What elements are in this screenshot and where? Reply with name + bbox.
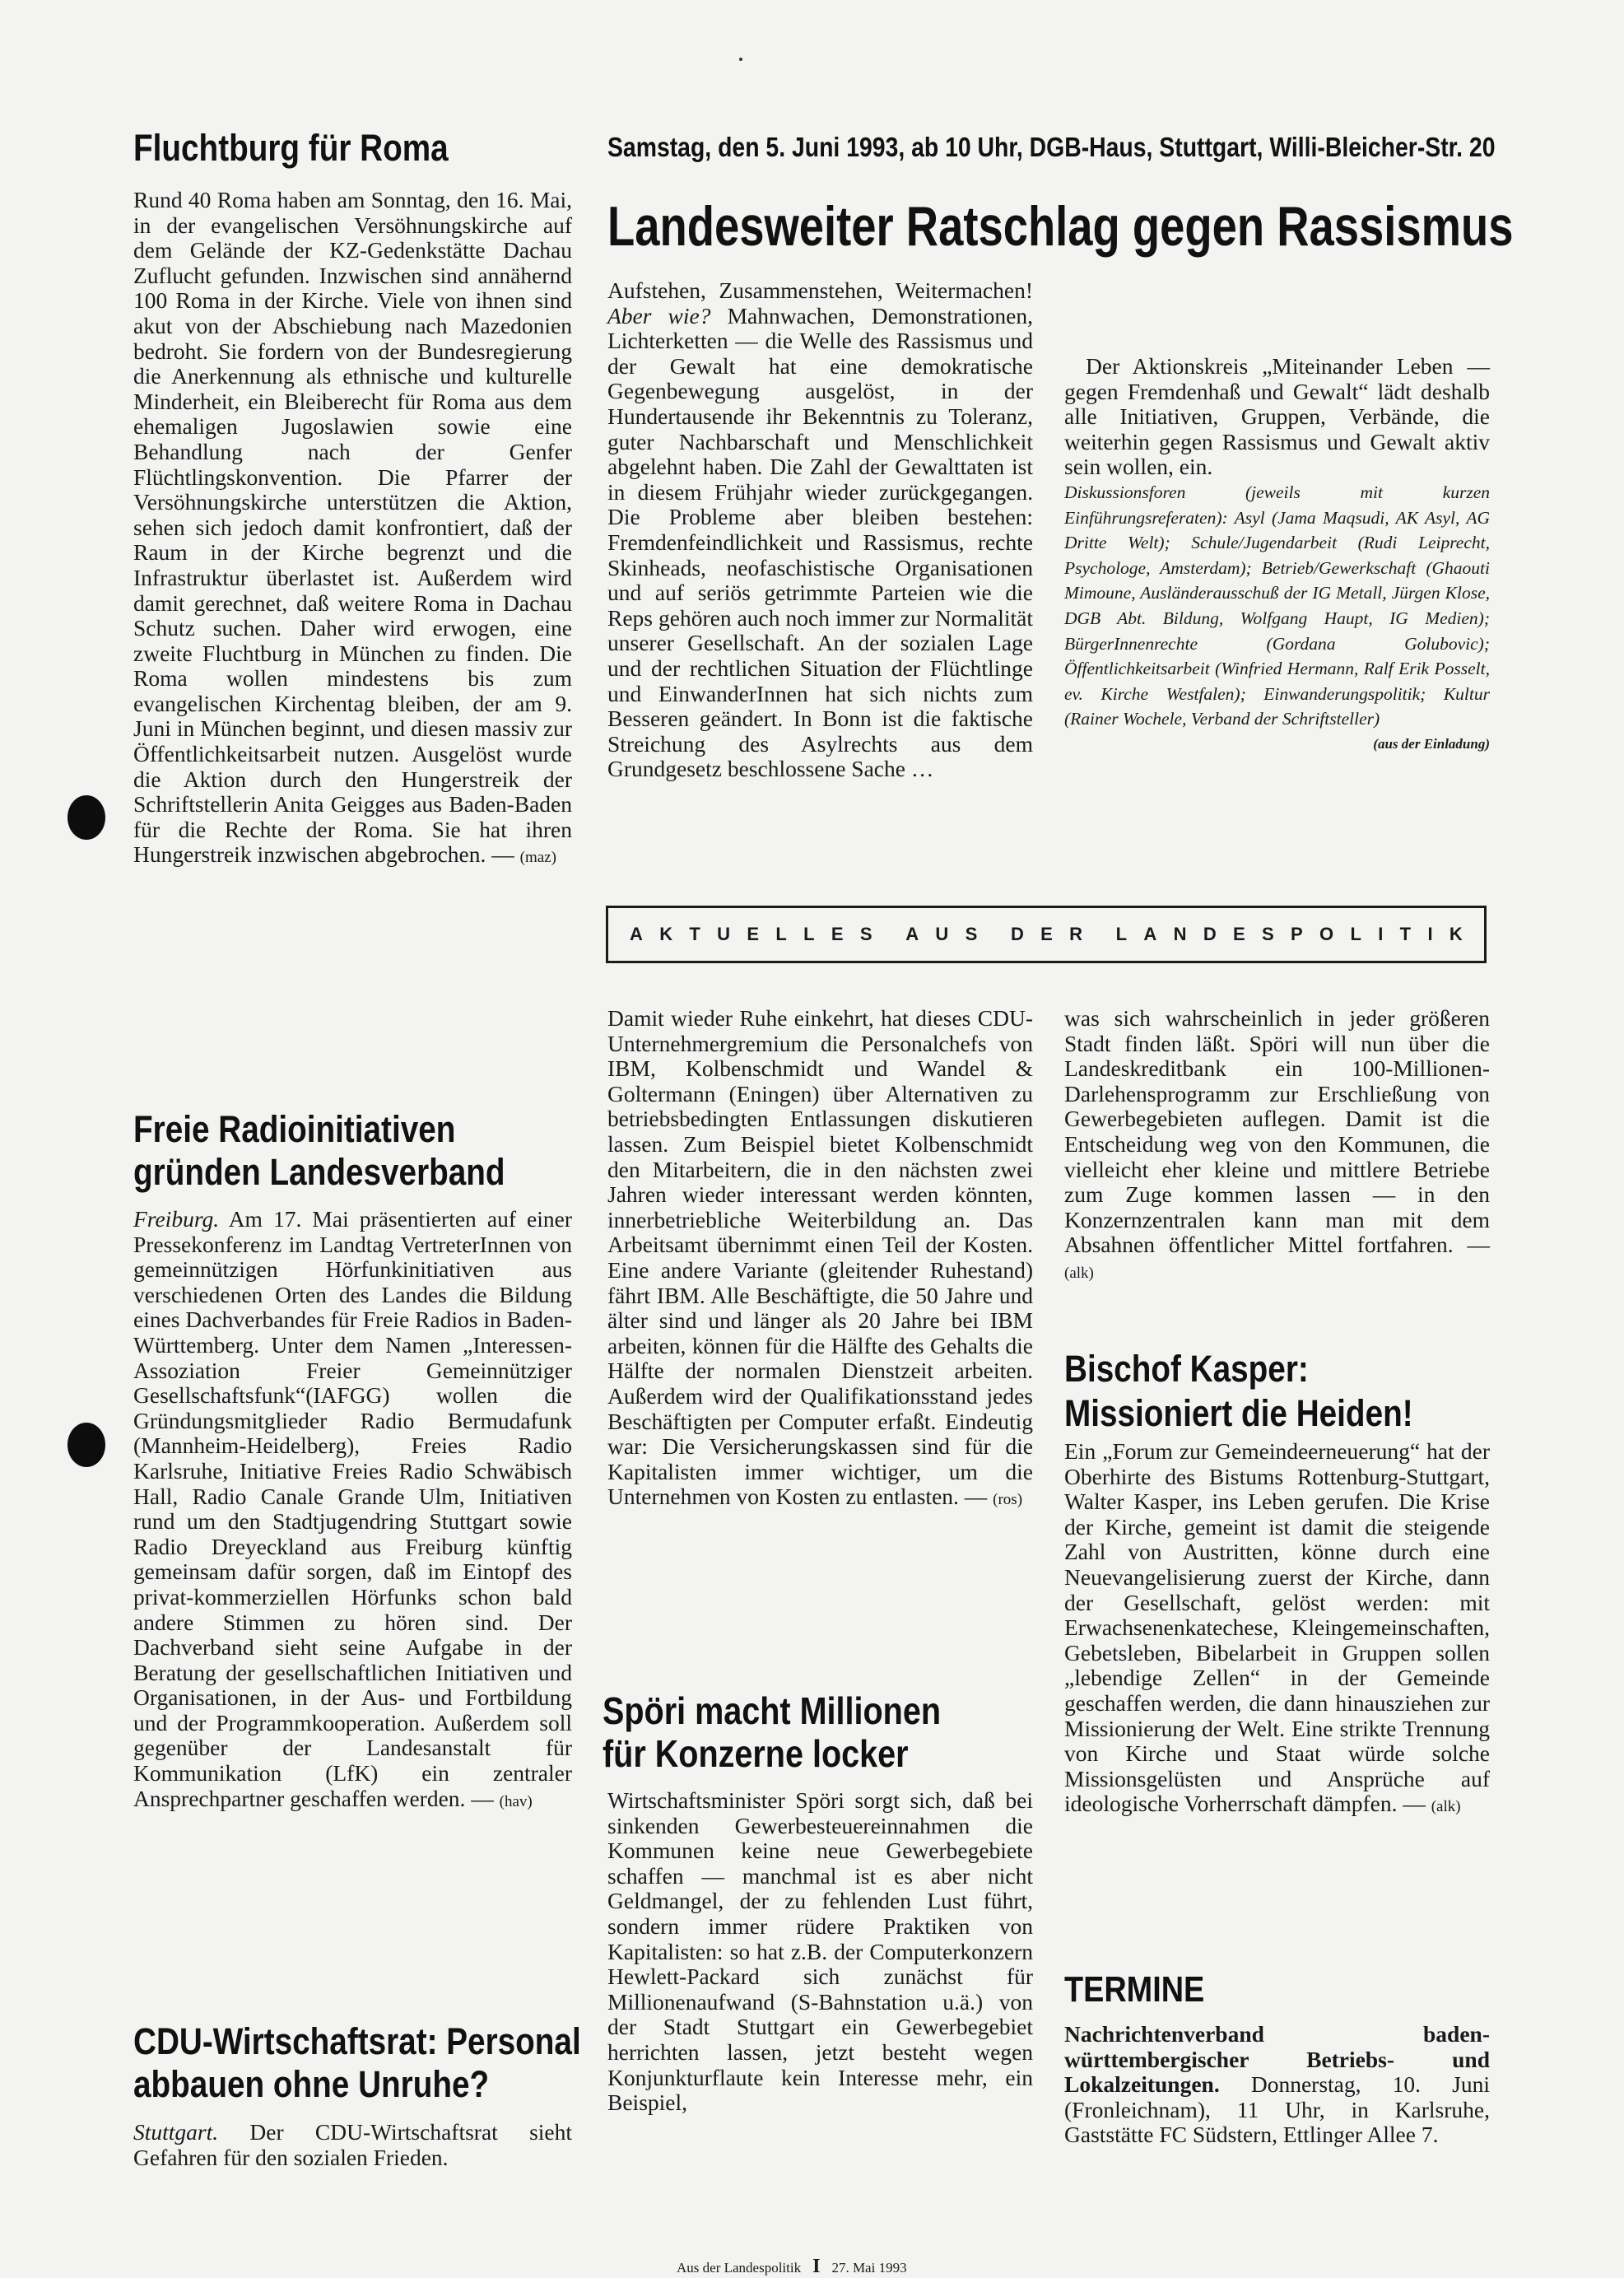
kasper-headline-line1: Bischof Kasper: xyxy=(1064,1348,1309,1390)
banner-letter: K xyxy=(659,924,673,944)
banner-letter: E xyxy=(747,924,760,944)
banner-letter: P xyxy=(1291,924,1303,944)
radio-headline xyxy=(133,1108,565,1194)
kasper-signature: (alk) xyxy=(1431,1798,1461,1816)
banner-letter: U xyxy=(717,924,731,944)
roma-body xyxy=(133,188,572,871)
banner-letter: I xyxy=(1427,924,1433,944)
footer-section: Aus der Landespolitik xyxy=(677,2260,802,2276)
roma-text: Rund 40 Roma haben am Sonntag, den 16. Mai, in der evangelischen Versöhnungskirche auf dem Gelände der KZ-Gedenkstätte Dachau Zuflucht gefunden. Inzwischen sind annähernd 100 Roma in der Kirche. Viele von ihnen sind akut von der Abschiebung nach Mazedonien bedroht. Sie fordern von der Bundesregierung die Anerkennung als ethnische und kulturelle Minderheit, ein Bleiberecht für Roma aus dem ehemaligen Jugoslawien sowie eine Behandlung nach der Genfer Flüchtlingskonvention. Die Pfarrer der Versöhnungskirche unterstützen die Aktion, sehen sich jedoch damit konfrontiert, daß der Raum in der Kirche begrenzt und die Infrastruktur überlastet ist. Außerdem wird damit gerechnet, daß weitere Roma in Dachau Schutz suchen. Daher wird erwogen, eine zweite Fluchtburg in München zu finden. Die Roma wollen mindestens bis zum evangelischen Kirchentag bleiben, der am 9. Juni in München beginnt, und diesen massiv zur Öffentlichkeitsarbeit nutzen. Ausgelöst wurde die Aktion durch den Hungerstreik der Schriftstellerin Anita Geigges aus Baden-Baden für die Rechte der Roma. Sie hat ihren Hungerstreik inzwischen abgebrochen. — xyxy=(133,187,572,868)
banner-letter: D xyxy=(1010,924,1024,944)
spoeri-headline-line2: für Konzerne locker xyxy=(603,1732,909,1775)
termine-headline: TERMINE xyxy=(1064,1969,1205,2010)
ratschlag-headline: Landesweiter Ratschlag gegen Rassismus xyxy=(607,195,1514,258)
ratschlag-body-col2 xyxy=(1064,354,1490,757)
termine-headline-wrap xyxy=(1064,1969,1227,2010)
banner-letter: L xyxy=(775,924,787,944)
ratschlag-text: Mahnwachen, Demonstrationen, Lichterketten — die Welle des Rassismus und der Gewalt hat eine demokratische Gegenbewegung ausgelöst, in der Hundertausende ihr Bekenntnis zu Toleranz, guter Nachbarschaft und Menschlichkeit abgelehnt haben. Die Zahl der Gewalttaten ist in diesem Frühjahr wieder zurückgegangen. Die Probleme aber bleiben bestehen: Fremdenfeindlichkeit und Rassismus, rechte Skinheads, neofaschistische Organisationen und auf seriös getrimmte Parteien wie die Reps gehören auch noch immer zur Normalität unserer Gesellschaft. An der sozialen Lage und der rechtlichen Situation der Flüchtlinge und EinwanderInnen hat sich nichts zum Besseren geändert. In Bonn ist die faktische Streichung des Asylrechts aus dem Grundgesetz beschlossene Sache … xyxy=(607,302,1033,782)
roma-signature: (maz) xyxy=(519,849,556,867)
cdu-text: Der CDU-Wirtschaftsrat sieht Gefahren für den sozialen Frieden. xyxy=(133,2119,573,2170)
cdu-body xyxy=(133,2120,572,2170)
ratschlag-italic: Aber wie? xyxy=(607,302,711,328)
banner-letter: T xyxy=(689,924,700,944)
banner-letter: L xyxy=(1115,924,1128,944)
banner-letter: S xyxy=(859,924,872,944)
kasper-headline-line2: Missioniert die Heiden! xyxy=(1064,1392,1413,1434)
cdu-signature: (ros) xyxy=(993,1491,1023,1509)
banner-letter: N xyxy=(1173,924,1187,944)
termine-body xyxy=(1064,2022,1490,2148)
top-dateline: Samstag, den 5. Juni 1993, ab 10 Uhr, DGB-Haus, Stuttgart, Willi-Bleicher-Str. 20 xyxy=(607,132,1496,162)
banner-letter: E xyxy=(1040,924,1053,944)
punch-hole-upper xyxy=(67,795,105,840)
banner-letter: E xyxy=(1233,924,1245,944)
termine-text: Donnerstag, 10. Juni (Fronleichnam), 11 Uhr, in Karlsruhe, Gaststätte FC Südstern, Ettlinger Allee 7. xyxy=(1064,2071,1490,2148)
kasper-text: Ein „Forum zur Gemeindeerneuerung“ hat der Oberhirte des Bistums Rottenburg-Stuttgart, Walter Kasper, ins Leben gerufen. Die Krise der Kirche, gemeint ist damit die steigende Zahl von Austritten, könne durch eine Neuevangelisierung zuerst der Kirche, dann der Gesellschaft, gelöst werden: mit Erwachsenenkatechese, Kleingemeinschaften, Gebetsleben, Bibelarbeit in Gruppen sollen „lebendige Zellen“ in der Gemeinde geschaffen werden, die dann hinausziehen zur Missionierung der Welt. Eine strikte Trennung von Kirche und Staat würde solche Missionsgelüsten und Ansprüche auf ideologische Vorherrschaft dämpfen. — xyxy=(1064,1438,1490,1817)
spoeri-continued-text: was sich wahrscheinlich in jeder größeren Stadt finden läßt. Spöri will nun über die Landeskreditbank ein 100-Millionen-Darlehensprogramm zur Erschließung von Gewerbegebieten auflegen. Damit ist die Entscheidung weg von den Kommunen, die vielleicht eher kleine und mittlere Betriebe zum Zuge kommen lassen — in den Konzernzentralen kann man mit dem Absahnen öffentlicher Mittel fortfahren. — xyxy=(1064,1005,1490,1258)
radio-text: Am 17. Mai präsentierten auf einer Pressekonferenz im Landtag VertreterInnen von gemeinnützigen Hörfunkinitiativen aus verschiedenen Orten des Landes die Bildung eines Dachverbandes für Freie Radios in Baden-Württemberg. Unter dem Namen „Interessen-Assoziation Freier Gemeinnütziger Gesellschaftsfunk“(IAFGG) wollen die Gründungsmitglieder Radio Bermudafunk (Mannheim-Heidelberg), Freies Radio Karlsruhe, Initiative Freies Radio Schwäbisch Hall, Radio Canale Grande Ulm, Initiativen rund um den Stadtjugendring Stuttgart sowie Radio Dreyeckland aus Freiburg künftig gemeinsam dafür sorgen, daß im Eintopf des privat-kommerziellen Hörfunks schon bald andere Stimmen zu hören sind. Der Dachverband sieht seine Aufgabe in der Beratung der gesellschaftlichen Initiativen und Organisationen, in der Aus- und Fortbildung und der Programmkooperation. Außerdem soll gegenüber der Landesanstalt für Kommunikation (LfK) ein zentraler Ansprechpartner geschaffen werden. — xyxy=(133,1206,573,1811)
ratschlag-source: (aus der Einladung) xyxy=(1373,735,1490,752)
radio-dateline: Freiburg. xyxy=(133,1206,220,1232)
speck-dot xyxy=(739,58,742,61)
banner-letter: I xyxy=(1378,924,1384,944)
cdu-continued-body xyxy=(607,1006,1033,1513)
cdu-headline-line2: abbauen ohne Unruhe? xyxy=(133,2063,490,2105)
spoeri-continued-body xyxy=(1064,1006,1490,1287)
footer-page-number: I xyxy=(812,2256,821,2277)
radio-headline-line1: Freie Radioinitiativen xyxy=(133,1108,456,1150)
top-dateline-wrap xyxy=(607,132,1624,163)
footer-date: 27. Mai 1993 xyxy=(831,2260,907,2276)
roma-headline: Fluchtburg für Roma xyxy=(133,127,449,169)
banner-letter: T xyxy=(1399,924,1412,944)
ratschlag-forums: Diskussionsforen (jeweils mit kurzen Einführungsreferaten): Asyl (Jama Maqsudi, AK Asyl, AG Dritte Welt); Schule/Jugendarbeit (Rudi Leiprecht, Psychologe, Amsterdam); Betrieb/Gewerkschaft (Ghaouti Mimoune, Ausländerausschuß der IG Metall, Jürgen Klose, DGB Abt. Bildung, Wolfgang Haupt, IG Medien); BürgerInnenrechte (Gordana Golubovic); Öffentlichkeitsarbeit (Winfried Hermann, Ralf Erik Posselt, ev. Kirche Westfalen); Einwanderungspolitik; Kultur (Rainer Wochele, Verband der Schriftsteller) xyxy=(1064,482,1490,729)
section-banner xyxy=(606,906,1487,963)
banner-letter: D xyxy=(1203,924,1217,944)
banner-letter: A xyxy=(630,924,643,944)
page-footer xyxy=(677,2256,1006,2278)
cdu-dateline: Stuttgart. xyxy=(133,2119,219,2145)
ratschlag-para2: Der Aktionskreis „Miteinander Leben — gegen Fremdenhaß und Gewalt“ lädt deshalb alle Initiativen, Gruppen, Verbände, die weiterhin gegen Rassismus und Gewalt aktiv sein wollen, ein. xyxy=(1064,353,1490,480)
cdu-headline-line1: CDU-Wirtschaftsrat: Personal xyxy=(133,2020,581,2062)
radio-headline-line2: gründen Landesverband xyxy=(133,1151,505,1193)
spoeri-text: Wirtschaftsminister Spöri sorgt sich, daß bei sinkenden Gewerbesteuereinnahmen die Kommunen keine neue Gewerbegebiete schaffen — manchmal ist es aber nicht Geldmangel, der zu fehlenden Lust führt, sondern immer rüdere Praktiken von Kapitalisten: so hat z.B. der Computerkonzern Hewlett-Packard sich zunächst für Millionenaufwand (S-Bahnstation u.ä.) von der Stadt Stuttgart ein Gewerbegebiet herrichten lassen, jetzt besteht wegen Konjunkturflaute kein Interesse mehr, ein Beispiel, xyxy=(607,1787,1033,2116)
spoeri-signature: (alk) xyxy=(1064,1264,1094,1282)
radio-signature: (hav) xyxy=(499,1792,533,1810)
banner-letter: A xyxy=(905,924,919,944)
ratschlag-text-start: Aufstehen, Zusammenstehen, Weitermachen! xyxy=(607,277,1033,303)
spoeri-headline xyxy=(603,1689,996,1775)
banner-letter: L xyxy=(803,924,815,944)
banner-letter: K xyxy=(1449,924,1463,944)
banner-letter: S xyxy=(1262,924,1274,944)
kasper-body xyxy=(1064,1439,1490,1820)
banner-letter: A xyxy=(1143,924,1157,944)
roma-article xyxy=(133,127,500,170)
banner-letter: O xyxy=(1319,924,1334,944)
banner-letter: U xyxy=(935,924,949,944)
ratschlag-headline-wrap xyxy=(607,194,1624,259)
banner-letter: L xyxy=(1350,924,1361,944)
banner-letter: E xyxy=(831,924,844,944)
kasper-headline xyxy=(1064,1347,1470,1436)
punch-hole-lower xyxy=(67,1423,105,1467)
termine-lead: Nachrichtenverband baden-württembergischer Betriebs- und Lokalzeitungen. xyxy=(1064,2021,1490,2098)
cdu-headline xyxy=(133,2020,654,2106)
banner-letter: S xyxy=(965,924,978,944)
radio-body xyxy=(133,1207,572,1814)
cdu-continued-text: Damit wieder Ruhe einkehrt, hat dieses CDU-Unternehmergremium die Personalchefs von IBM, Kolbenschmidt und Wandel & Goltermann (Eningen) über Alternativen zu betriebsbedingten Entlassungen diskutieren lassen. Zum Beispiel bietet Kolbenschmidt den Mitarbeitern, die in den nächsten zwei Jahren wieder interessant werden könnten, innerbetriebliche Weiterbildung an. Das Arbeitsamt übernimmt einen Teil der Kosten. Eine andere Variante (gleitender Ruhestand) fährt IBM. Alle Beschäftigte, die 50 Jahre und älter sind und länger als 20 Jahre bei IBM arbeiten, können für die Hälfte des Gehalts die Hälfte der normalen Dienstzeit arbeiten. Außerdem wird der Qualifikationsstand jedes Beschäftigten per Computer erfaßt. Eindeutig war: Die Versicherungskassen sind für die Kapitalisten immer wichtiger, um die Unternehmen von Kosten zu entlasten. — xyxy=(607,1005,1033,1510)
banner-letter: R xyxy=(1069,924,1083,944)
ratschlag-body-col1 xyxy=(607,278,1033,782)
spoeri-body xyxy=(607,1788,1033,2116)
spoeri-headline-line1: Spöri macht Millionen xyxy=(603,1689,942,1732)
